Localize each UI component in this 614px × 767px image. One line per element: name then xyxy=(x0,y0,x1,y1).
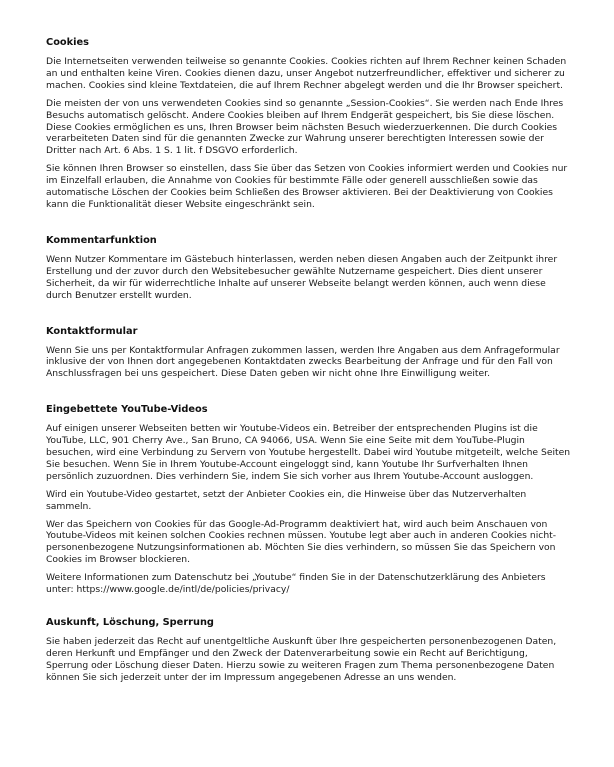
paragraph: Wenn Sie uns per Kontaktformular Anfragen zukommen lassen, werden Ihre Angaben aus dem Anfrageformular inklusive der von Ihnen dort angegebenen Kontaktdaten zwecks Bearbeitung der Anfrage und für den Fall von Anschlussfragen bei uns gespeichert. Diese Daten geben wir nicht ohne Ihre Einwilligung weiter. xyxy=(46,344,560,380)
section-youtube xyxy=(46,403,572,596)
section-auskunft xyxy=(46,616,572,684)
paragraph: Wer das Speichern von Cookies für das Google-Ad-Programm deaktiviert hat, wird auch beim Anschauen von Youtube-Videos mit keinen solchen Cookies rechnen müssen. Youtube legt aber auch in anderen Cookies nicht-personenbezogene Nutzungsinformationen ab. Möchten Sie dies verhindern, so müssen Sie das Speichern von Cookies im Browser blockieren. xyxy=(46,518,557,566)
paragraph: Wird ein Youtube-Video gestartet, setzt der Anbieter Cookies ein, die Hinweise über das Nutzerverhalten sammeln. xyxy=(46,488,527,512)
section-cookies xyxy=(46,36,572,211)
paragraph: Sie können Ihren Browser so einstellen, dass Sie über das Setzen von Cookies informiert werden und Cookies nur im Einzelfall erlauben, die Annahme von Cookies für bestimmte Fälle oder generell ausschließen sowie das automatische Löschen der Cookies beim Schließen des Browser aktivieren. Bei der Deaktivierung von Cookies kann die Funktionalität dieser Website eingeschränkt sein. xyxy=(46,163,568,210)
paragraph: Sie haben jederzeit das Recht auf unentgeltliche Auskunft über Ihre gespeicherten personenbezogenen Daten, deren Herkunft und Empfänger und den Zweck der Datenverarbeitung sowie ein Recht auf Berichtigung, Sperrung oder Löschung dieser Daten. Hierzu sowie zu weiteren Fragen zum Thema personenbezogene Daten können Sie sich jederzeit unter der im Impressum angegebenen Adresse an uns wenden. xyxy=(46,636,557,683)
paragraph: Die Internetseiten verwenden teilweise so genannte Cookies. Cookies richten auf Ihrem Rechner keinen Schaden an und enthalten keine Viren. Cookies dienen dazu, unser Angebot nutzerfreundlicher, effektiver und sicherer zu machen. Cookies sind kleine Textdateien, die auf Ihrem Rechner abgelegt werden und die Ihr Browser speichert. xyxy=(46,56,567,91)
section-heading: Auskunft, Löschung, Sperrung xyxy=(46,617,214,628)
paragraph: Wenn Nutzer Kommentare im Gästebuch hinterlassen, werden neben diesen Angaben auch der Zeitpunkt ihrer Erstellung und der zuvor durch den Websitebesucher gewählte Nutzername gespeichert. Dies dient unserer Sicherheit, da wir für widerrechtliche Inhalte auf unserer Webseite belangt werden können, auch wenn diese durch Benutzer erstellt wurden. xyxy=(46,253,558,301)
section-kontaktformular xyxy=(46,325,572,381)
document-page xyxy=(46,36,572,690)
paragraph: Die meisten der von uns verwendeten Cookies sind so genannte „Session-Cookies“. Sie werden nach Ende Ihres Besuchs automatisch gelöscht. Andere Cookies bleiben auf Ihrem Endgerät gespeichert, bis Sie diese löschen. Diese Cookies ermöglichen es uns, Ihren Browser beim nächsten Besuch wiederzuerkennen. Die durch Cookies verarbeiteten Daten sind für die genannten Zwecke zur Wahrung unserer berechtigten Interessen sowie der Dritter nach Art. 6 Abs. 1 S. 1 lit. f DSGVO erforderlich. xyxy=(46,97,564,157)
section-heading: Kontaktformular xyxy=(46,325,138,337)
paragraph: Weitere Informationen zum Datenschutz bei „Youtube“ finden Sie in der Datenschutzerklärung des Anbieters unter: https://www.google.de/intl/de/policies/privacy/ xyxy=(46,572,546,596)
section-heading: Cookies xyxy=(46,37,90,48)
section-heading: Eingebettete YouTube-Videos xyxy=(46,404,208,416)
section-kommentarfunktion xyxy=(46,234,572,302)
section-heading: Kommentarfunktion xyxy=(46,234,157,246)
paragraph: Auf einigen unserer Webseiten betten wir Youtube-Videos ein. Betreiber der entsprechenden Plugins ist die YouTube, LLC, 901 Cherry Ave., San Bruno, CA 94066, USA. Wenn Sie eine Seite mit dem YouTube-Plugin besuchen, wird eine Verbindung zu Servern von Youtube hergestellt. Dabei wird Youtube mitgeteilt, welche Seiten Sie besuchen. Wenn Sie in Ihrem Youtube-Account eingeloggt sind, kann Youtube Ihr Surfverhalten Ihnen persönlich zuzuordnen. Dies verhindern Sie, indem Sie sich vorher aus Ihrem Youtube-Account ausloggen. xyxy=(46,423,571,482)
